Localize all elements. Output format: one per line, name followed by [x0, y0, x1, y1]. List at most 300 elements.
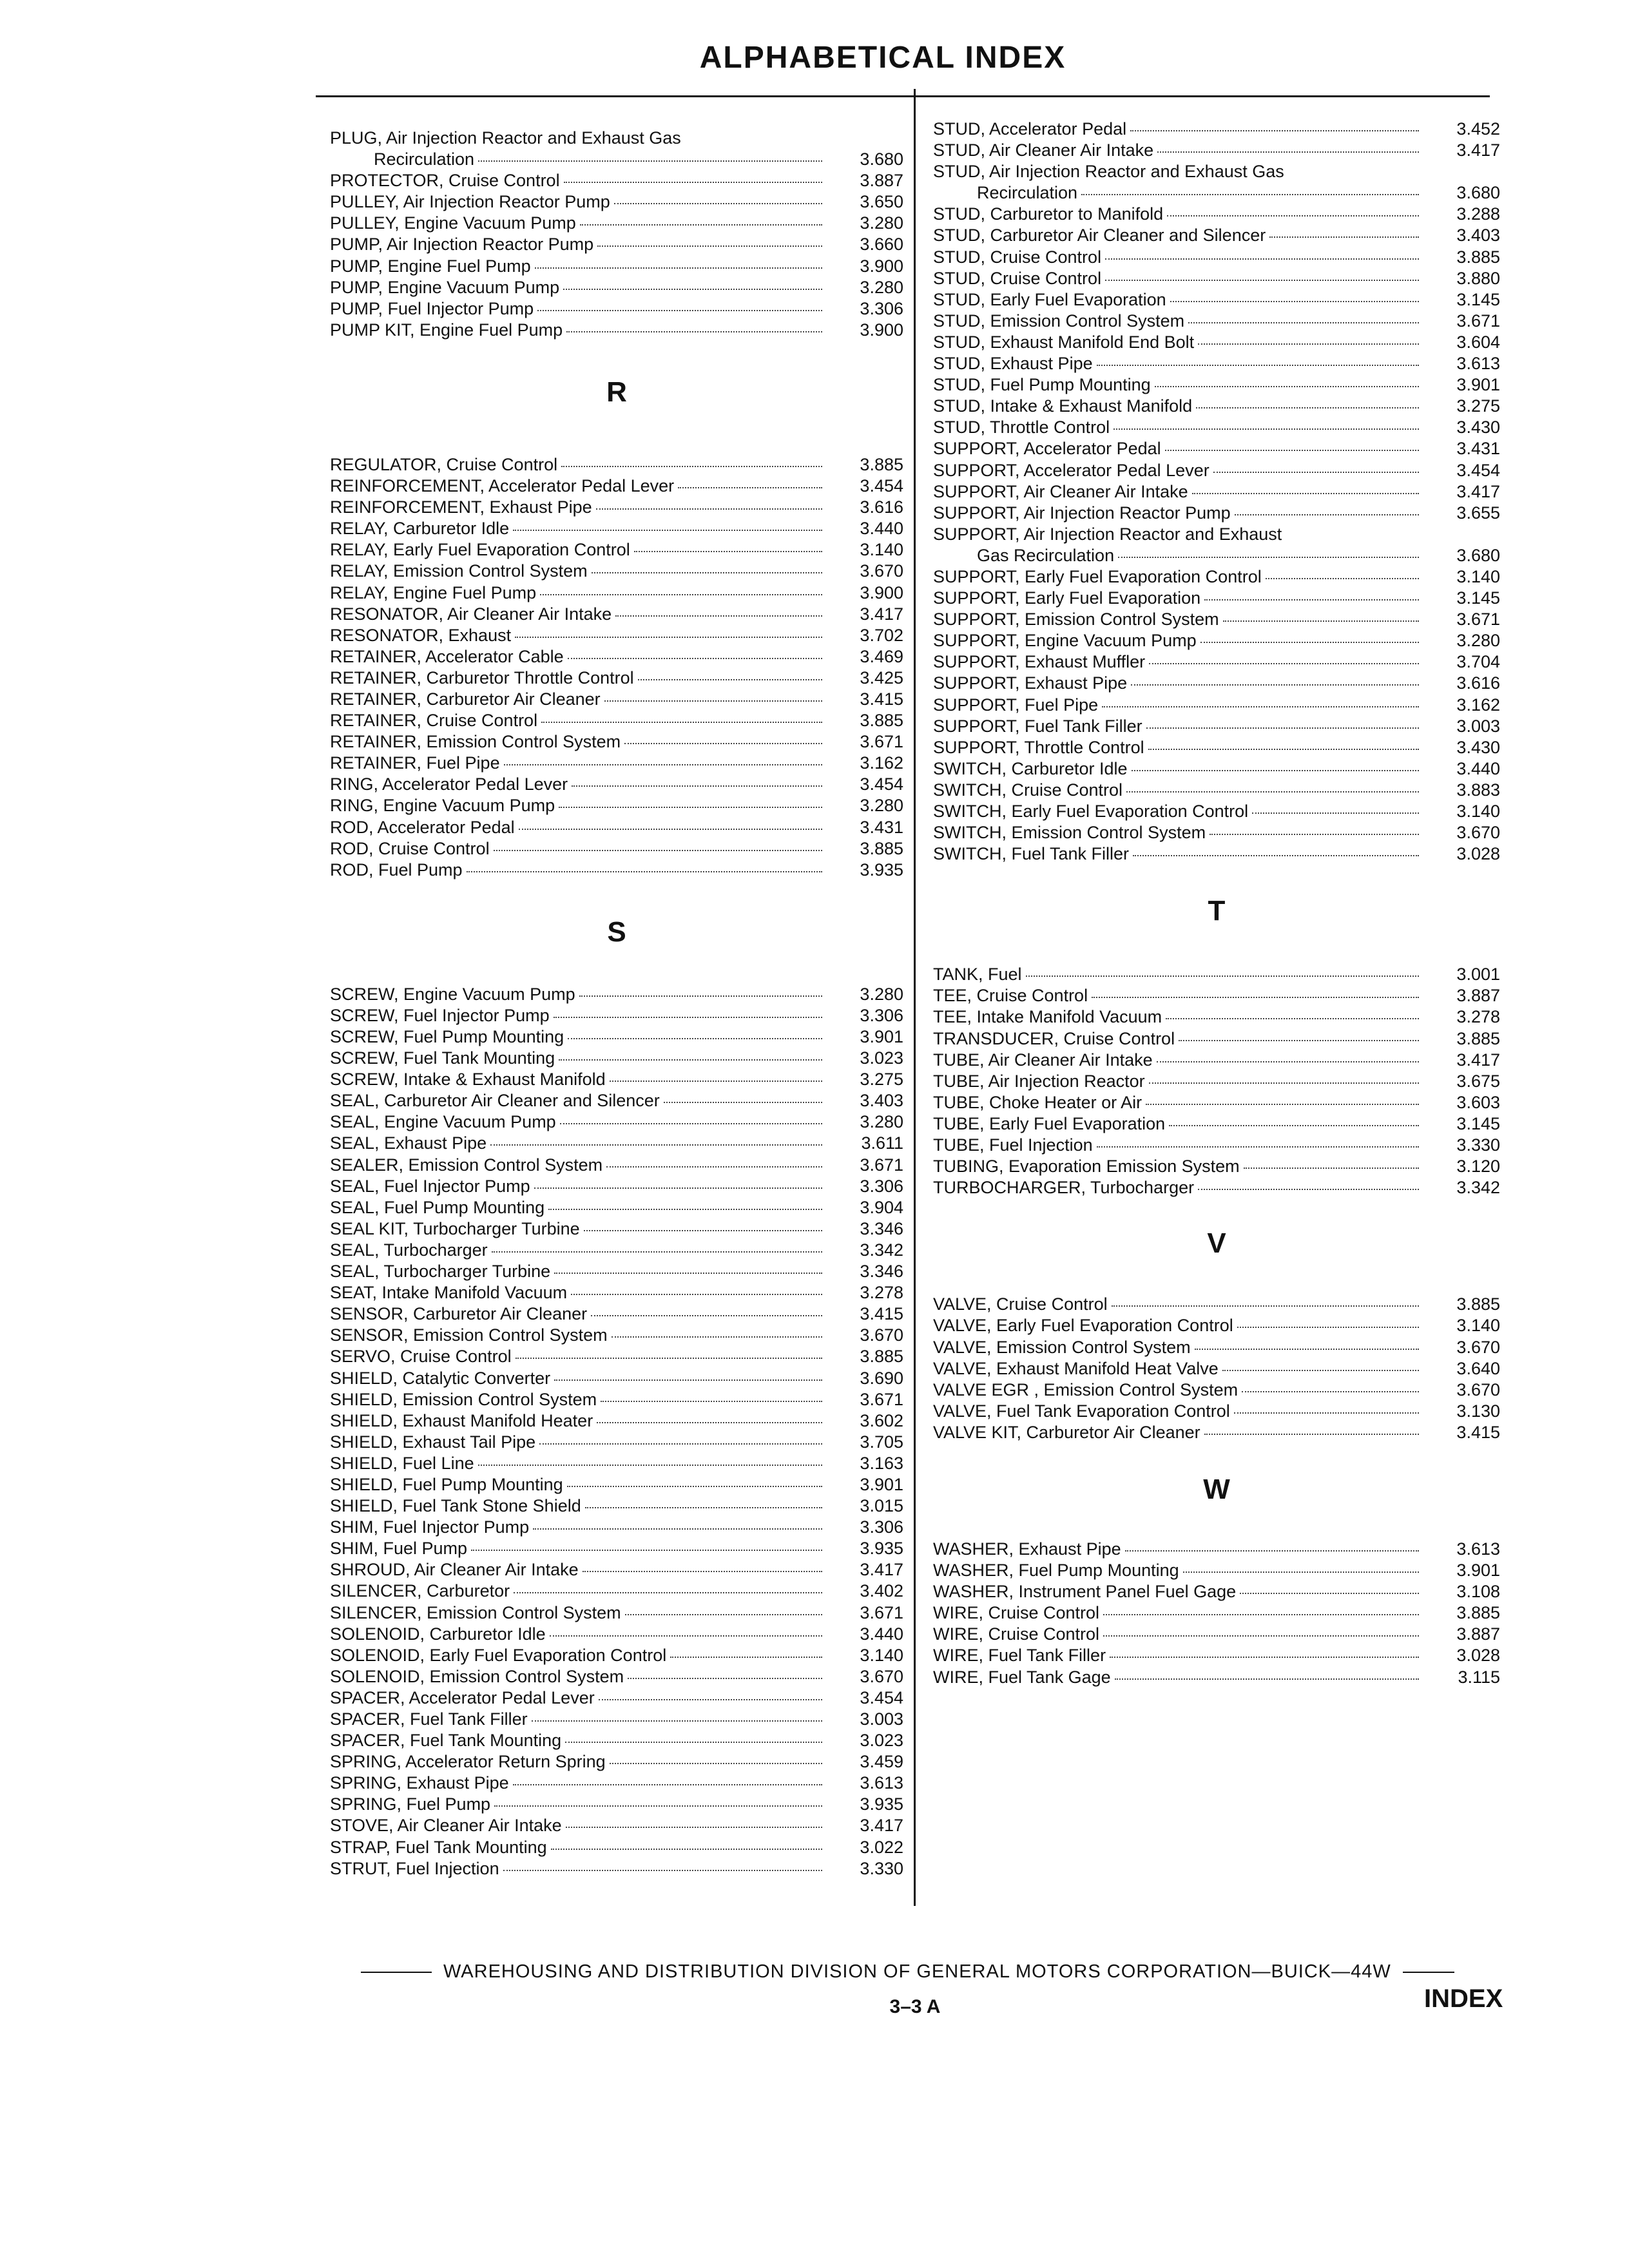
dot-leader — [478, 1465, 822, 1466]
dot-leader — [592, 572, 822, 573]
entry-page-ref: 3.469 — [860, 646, 903, 666]
index-entry — [933, 268, 1500, 289]
section-letter-s: S — [607, 916, 626, 948]
dot-leader — [1204, 599, 1419, 601]
dot-leader — [678, 487, 822, 488]
dot-leader — [1126, 791, 1419, 793]
index-entry — [933, 374, 1500, 396]
index-entry — [933, 1560, 1500, 1581]
index-entry — [933, 1624, 1500, 1645]
dot-leader — [1148, 749, 1419, 750]
index-entry — [933, 801, 1500, 822]
dot-leader — [624, 743, 822, 744]
dot-leader — [539, 1443, 822, 1445]
entry-name: SEALER, Emission Control System — [330, 1155, 603, 1175]
entry-page-ref: 3.003 — [860, 1709, 903, 1729]
entry-name: PULLEY, Air Injection Reactor Pump — [330, 192, 610, 212]
entry-page-ref: 3.885 — [1456, 1294, 1500, 1314]
dot-leader — [1196, 407, 1419, 408]
entry-page-ref: 3.613 — [1456, 354, 1500, 374]
dot-leader — [1198, 1189, 1419, 1190]
index-entry — [330, 561, 903, 582]
entry-name: TRANSDUCER, Cruise Control — [933, 1028, 1175, 1048]
index-entry — [933, 182, 1500, 204]
entry-page-ref: 3.028 — [1456, 844, 1500, 864]
entry-name: SEAT, Intake Manifold Vacuum — [330, 1283, 568, 1303]
entry-name: SCREW, Fuel Injector Pump — [330, 1005, 550, 1025]
dot-leader — [1105, 280, 1419, 281]
entry-name: SPACER, Fuel Tank Mounting — [330, 1731, 562, 1751]
entry-page-ref: 3.415 — [860, 1304, 903, 1324]
entry-page-ref: 3.900 — [860, 256, 903, 276]
entry-name: SUPPORT, Accelerator Pedal Lever — [933, 460, 1210, 480]
entry-name: SCREW, Intake & Exhaust Manifold — [330, 1070, 606, 1090]
entry-page-ref: 3.417 — [1456, 140, 1500, 160]
entry-page-ref: 3.671 — [860, 732, 903, 752]
dot-leader — [566, 1827, 822, 1828]
dot-leader — [1192, 493, 1419, 494]
dot-leader — [1237, 1327, 1419, 1328]
dot-leader — [554, 1017, 822, 1018]
entry-name: SUPPORT, Engine Vacuum Pump — [933, 631, 1197, 651]
entry-page-ref: 3.603 — [1456, 1092, 1500, 1112]
entry-name: RETAINER, Carburetor Throttle Control — [330, 668, 634, 687]
index-entry — [330, 213, 903, 234]
dot-leader — [604, 700, 822, 702]
entry-name: WASHER, Exhaust Pipe — [933, 1539, 1121, 1559]
dot-leader — [1195, 1349, 1419, 1350]
entry-page-ref: 3.440 — [1456, 758, 1500, 778]
dot-leader — [612, 1336, 822, 1338]
dot-leader — [1198, 343, 1419, 345]
index-entry — [330, 1111, 903, 1133]
index-column-left — [330, 128, 903, 1879]
index-entry — [933, 1602, 1500, 1624]
index-entry — [330, 1155, 903, 1176]
entry-name: STUD, Cruise Control — [933, 268, 1102, 288]
index-entry — [330, 128, 903, 149]
dot-leader — [513, 1784, 822, 1785]
dot-leader — [515, 637, 822, 638]
index-entry — [933, 630, 1500, 651]
dot-leader — [1103, 1614, 1419, 1615]
index-entry — [933, 1667, 1500, 1688]
dot-leader — [540, 594, 822, 595]
entry-page-ref: 3.417 — [1456, 1050, 1500, 1070]
dot-leader — [513, 530, 822, 531]
dot-leader — [638, 679, 822, 680]
dot-leader — [471, 1550, 822, 1551]
index-entry — [330, 710, 903, 731]
index-entry — [933, 524, 1500, 545]
entry-name: SEAL, Turbocharger — [330, 1240, 488, 1260]
dot-leader — [541, 722, 822, 723]
entry-page-ref: 3.275 — [860, 1070, 903, 1090]
entry-name: SUPPORT, Exhaust Muffler — [933, 652, 1146, 672]
index-entry — [330, 539, 903, 561]
dot-leader — [625, 1614, 822, 1615]
index-entry — [330, 1474, 903, 1495]
entry-page-ref: 3.660 — [860, 235, 903, 255]
dot-leader — [1170, 301, 1419, 302]
entry-page-ref: 3.880 — [1456, 268, 1500, 288]
index-entry — [330, 838, 903, 860]
entry-name: SWITCH, Fuel Tank Filler — [933, 844, 1130, 864]
index-entry — [330, 1517, 903, 1538]
entry-page-ref: 3.023 — [860, 1048, 903, 1068]
entry-name: RELAY, Carburetor Idle — [330, 519, 510, 539]
index-entry — [330, 668, 903, 689]
entry-page-ref: 3.900 — [860, 582, 903, 602]
entry-name: PULLEY, Engine Vacuum Pump — [330, 213, 576, 233]
footer-text: WAREHOUSING AND DISTRIBUTION DIVISION OF GENERAL MOTORS CORPORATION—BUICK—44W — [443, 1961, 1391, 1982]
dot-leader — [568, 1038, 822, 1039]
dot-leader — [1269, 236, 1419, 238]
entry-name: TANK, Fuel — [933, 965, 1022, 985]
entry-name: SPRING, Exhaust Pipe — [330, 1773, 509, 1793]
entry-page-ref: 3.306 — [860, 1176, 903, 1196]
entry-page-ref: 3.671 — [860, 1389, 903, 1409]
index-entry — [330, 689, 903, 710]
dot-leader — [597, 1422, 822, 1423]
entry-page-ref: 3.885 — [860, 711, 903, 731]
entry-name: SHIM, Fuel Injector Pump — [330, 1517, 530, 1537]
dot-leader — [596, 508, 822, 510]
entry-name: SENSOR, Carburetor Air Cleaner — [330, 1304, 588, 1324]
entry-name: Recirculation — [374, 149, 475, 169]
entry-name: RESONATOR, Air Cleaner Air Intake — [330, 604, 612, 624]
index-entry — [933, 204, 1500, 225]
entry-page-ref: 3.402 — [860, 1581, 903, 1601]
index-entry — [933, 1092, 1500, 1113]
entry-name: RELAY, Early Fuel Evaporation Control — [330, 540, 630, 560]
index-entry — [933, 503, 1500, 524]
entry-name: SEAL, Fuel Pump Mounting — [330, 1197, 545, 1217]
dot-leader — [1149, 1082, 1419, 1084]
entry-page-ref: 3.655 — [1456, 503, 1500, 523]
entry-page-ref: 3.901 — [860, 1474, 903, 1494]
dot-leader — [615, 615, 822, 617]
dot-leader — [533, 1528, 822, 1530]
dot-leader — [1240, 1593, 1419, 1594]
entry-page-ref: 3.887 — [1456, 986, 1500, 1006]
entry-page-ref: 3.280 — [860, 796, 903, 816]
entry-page-ref: 3.452 — [1456, 119, 1500, 139]
entry-name: SOLENOID, Carburetor Idle — [330, 1624, 546, 1644]
dot-leader — [571, 1294, 822, 1295]
entry-page-ref: 3.675 — [1456, 1071, 1500, 1091]
dot-leader — [1266, 578, 1419, 579]
dot-leader — [597, 245, 822, 247]
entry-page-ref: 3.163 — [860, 1453, 903, 1473]
entry-name: WASHER, Instrument Panel Fuel Gage — [933, 1582, 1237, 1602]
entry-name: STRUT, Fuel Injection — [330, 1858, 499, 1878]
entry-page-ref: 3.901 — [860, 1027, 903, 1046]
dot-leader — [1132, 770, 1419, 771]
entry-name: RING, Accelerator Pedal Lever — [330, 774, 568, 794]
dot-leader — [503, 1870, 822, 1871]
index-entry — [933, 225, 1500, 246]
entry-name: WIRE, Cruise Control — [933, 1603, 1100, 1623]
entry-name: SEAL, Turbocharger Turbine — [330, 1262, 551, 1282]
section-letter-v: V — [1207, 1227, 1226, 1260]
entry-name: RETAINER, Cruise Control — [330, 711, 538, 731]
index-entry — [330, 1538, 903, 1559]
index-group-s-continued — [933, 119, 1500, 865]
page-number: 3–3 A — [889, 1996, 941, 2017]
entry-name: SUPPORT, Early Fuel Evaporation Control — [933, 566, 1262, 586]
entry-page-ref: 3.417 — [860, 1816, 903, 1836]
dot-leader — [580, 224, 822, 226]
entry-name: SHIELD, Catalytic Converter — [330, 1368, 551, 1388]
entry-page-ref: 3.403 — [1456, 226, 1500, 245]
index-entry — [330, 1218, 903, 1240]
index-entry — [933, 822, 1500, 843]
dot-leader — [634, 551, 822, 552]
dot-leader — [1146, 727, 1419, 729]
index-entry — [933, 964, 1500, 985]
entry-name: SHIELD, Emission Control System — [330, 1389, 597, 1409]
entry-page-ref: 3.425 — [860, 668, 903, 687]
entry-page-ref: 3.670 — [860, 1325, 903, 1345]
section-letter-r: R — [606, 376, 627, 408]
entry-name: PUMP, Engine Vacuum Pump — [330, 277, 560, 297]
entry-page-ref: 3.306 — [860, 298, 903, 318]
index-entry — [933, 1156, 1500, 1177]
entry-page-ref: 3.640 — [1456, 1358, 1500, 1378]
index-entry — [933, 1401, 1500, 1422]
entry-page-ref: 3.306 — [860, 1005, 903, 1025]
entry-name: VALVE, Early Fuel Evaporation Control — [933, 1316, 1233, 1336]
index-entry — [330, 454, 903, 476]
index-entry — [330, 1069, 903, 1090]
dot-leader — [579, 995, 822, 997]
section-letter-t: T — [1208, 895, 1226, 927]
entry-name: WIRE, Fuel Tank Gage — [933, 1667, 1111, 1687]
entry-name: REINFORCEMENT, Accelerator Pedal Lever — [330, 476, 675, 496]
dot-leader — [494, 850, 822, 851]
index-entry — [933, 566, 1500, 588]
index-group-w — [933, 1539, 1500, 1688]
entry-name: SWITCH, Emission Control System — [933, 823, 1206, 843]
index-entry — [330, 320, 903, 341]
index-entry — [330, 1624, 903, 1645]
dot-leader — [1103, 1635, 1419, 1637]
entry-page-ref: 3.280 — [860, 984, 903, 1004]
entry-name: SPACER, Fuel Tank Filler — [330, 1709, 528, 1729]
entry-page-ref: 3.901 — [1456, 375, 1500, 395]
index-entry — [933, 1581, 1500, 1602]
entry-page-ref: 3.280 — [860, 277, 903, 297]
index-entry — [330, 1133, 903, 1154]
dot-leader — [1179, 1040, 1419, 1041]
entry-name: RELAY, Emission Control System — [330, 561, 588, 581]
entry-page-ref: 3.670 — [860, 1666, 903, 1686]
entry-page-ref: 3.611 — [861, 1133, 903, 1153]
entry-page-ref: 3.342 — [1456, 1178, 1500, 1198]
index-entry — [933, 161, 1500, 182]
entry-page-ref: 3.887 — [860, 171, 903, 191]
entry-name: TUBE, Air Cleaner Air Intake — [933, 1050, 1153, 1070]
index-entry — [933, 695, 1500, 716]
dot-leader — [584, 1230, 822, 1231]
entry-name: SUPPORT, Emission Control System — [933, 610, 1219, 629]
entry-name: VALVE KIT, Carburetor Air Cleaner — [933, 1422, 1200, 1442]
entry-page-ref: 3.904 — [860, 1197, 903, 1217]
dot-leader — [1110, 1657, 1419, 1658]
entry-page-ref: 3.108 — [1456, 1582, 1500, 1602]
dot-leader — [532, 1720, 822, 1722]
index-entry — [933, 417, 1500, 438]
entry-page-ref: 3.130 — [1456, 1401, 1500, 1421]
dot-leader — [1130, 130, 1419, 131]
entry-name: SUPPORT, Fuel Pipe — [933, 695, 1099, 715]
dot-leader — [610, 1763, 822, 1764]
entry-name: RETAINER, Fuel Pipe — [330, 753, 500, 773]
entry-name: SHIELD, Fuel Tank Stone Shield — [330, 1496, 581, 1516]
dot-leader — [535, 267, 822, 269]
dot-leader — [1166, 1018, 1419, 1019]
index-group-v — [933, 1294, 1500, 1443]
entry-name: TEE, Intake Manifold Vacuum — [933, 1007, 1162, 1027]
entry-name: STUD, Exhaust Manifold End Bolt — [933, 332, 1195, 352]
entry-page-ref: 3.003 — [1456, 716, 1500, 736]
dot-leader — [1105, 258, 1419, 260]
dot-leader — [1167, 215, 1419, 216]
entry-page-ref: 3.604 — [1456, 332, 1500, 352]
index-entry — [330, 1410, 903, 1432]
entry-name: SUPPORT, Early Fuel Evaporation — [933, 588, 1201, 608]
entry-name: SILENCER, Carburetor — [330, 1581, 510, 1601]
entry-page-ref: 3.887 — [1456, 1624, 1500, 1644]
footer-dash-right — [1403, 1972, 1454, 1973]
section-letter-w: W — [1203, 1473, 1230, 1505]
entry-page-ref: 3.670 — [1456, 1379, 1500, 1399]
index-entry — [330, 1581, 903, 1602]
dot-leader — [1026, 975, 1419, 977]
entry-page-ref: 3.278 — [1456, 1007, 1500, 1027]
entry-name: STUD, Carburetor Air Cleaner and Silencer — [933, 226, 1266, 245]
index-entry — [330, 170, 903, 191]
entry-page-ref: 3.162 — [860, 753, 903, 773]
entry-name: TUBE, Early Fuel Evaporation — [933, 1113, 1166, 1133]
entry-page-ref: 3.342 — [860, 1240, 903, 1260]
index-entry — [330, 1837, 903, 1858]
index-entry — [330, 860, 903, 881]
index-entry — [330, 1048, 903, 1069]
entry-name: SWITCH, Carburetor Idle — [933, 758, 1128, 778]
index-entry — [933, 481, 1500, 503]
entry-page-ref: 3.140 — [860, 1645, 903, 1665]
entry-page-ref: 3.935 — [860, 860, 903, 879]
dot-leader — [606, 1166, 822, 1168]
index-entry — [933, 1113, 1500, 1135]
index-entry — [933, 609, 1500, 630]
entry-page-ref: 3.162 — [1456, 695, 1500, 715]
entry-page-ref: 3.885 — [860, 454, 903, 474]
entry-name: RELAY, Engine Fuel Pump — [330, 582, 537, 602]
entry-page-ref: 3.440 — [860, 519, 903, 539]
dot-leader — [537, 310, 822, 311]
entry-name: TUBE, Fuel Injection — [933, 1135, 1093, 1155]
index-entry — [330, 582, 903, 604]
entry-page-ref: 3.288 — [1456, 204, 1500, 224]
entry-page-ref: 3.454 — [860, 476, 903, 496]
entry-name: SEAL, Exhaust Pipe — [330, 1133, 487, 1153]
index-entry — [330, 256, 903, 277]
entry-page-ref: 3.885 — [1456, 247, 1500, 267]
index-entry — [330, 1026, 903, 1048]
index-entry — [933, 737, 1500, 758]
index-entry — [330, 625, 903, 646]
dot-leader — [628, 1678, 822, 1679]
index-entry — [330, 1432, 903, 1453]
index-entry — [330, 476, 903, 497]
dot-leader — [563, 289, 822, 290]
entry-page-ref: 3.935 — [860, 1539, 903, 1559]
index-entry — [933, 716, 1500, 737]
entry-page-ref: 3.602 — [860, 1410, 903, 1430]
entry-name: STUD, Air Cleaner Air Intake — [933, 140, 1154, 160]
index-entry — [330, 1730, 903, 1751]
dot-leader — [1242, 1391, 1419, 1392]
index-entry — [330, 774, 903, 795]
index-entry — [330, 234, 903, 255]
entry-name: REGULATOR, Cruise Control — [330, 454, 558, 474]
entry-name: SCREW, Fuel Pump Mounting — [330, 1027, 564, 1046]
entry-name: SUPPORT, Air Injection Reactor Pump — [933, 503, 1231, 523]
index-group-t — [933, 964, 1500, 1198]
index-group-r — [330, 454, 903, 881]
index-entry — [933, 985, 1500, 1006]
entry-page-ref: 3.885 — [860, 1347, 903, 1367]
index-entry — [330, 298, 903, 320]
entry-name: SWITCH, Cruise Control — [933, 780, 1123, 800]
index-entry — [330, 149, 903, 170]
entry-name: STRAP, Fuel Tank Mounting — [330, 1837, 547, 1857]
entry-page-ref: 3.145 — [1456, 1113, 1500, 1133]
entry-name: PROTECTOR, Cruise Control — [330, 171, 560, 191]
entry-name: ROD, Cruise Control — [330, 838, 490, 858]
entry-name: SUPPORT, Throttle Control — [933, 737, 1144, 757]
entry-name: STUD, Early Fuel Evaporation — [933, 289, 1166, 309]
entry-name: SUPPORT, Air Injection Reactor and Exhaust — [933, 524, 1282, 544]
entry-page-ref: 3.459 — [860, 1752, 903, 1772]
dot-leader — [599, 1699, 822, 1700]
index-entry — [933, 1337, 1500, 1358]
index-entry — [330, 1666, 903, 1687]
dot-leader — [559, 807, 822, 808]
entry-name: TEE, Cruise Control — [933, 986, 1088, 1006]
dot-leader — [1113, 428, 1419, 430]
entry-name: SWITCH, Early Fuel Evaporation Control — [933, 802, 1249, 821]
index-entry — [330, 1240, 903, 1261]
dot-leader — [585, 1507, 822, 1508]
entry-page-ref: 3.280 — [1456, 631, 1500, 651]
entry-page-ref: 3.883 — [1456, 780, 1500, 800]
entry-page-ref: 3.454 — [1456, 460, 1500, 480]
entry-name: SILENCER, Emission Control System — [330, 1602, 621, 1622]
index-entry — [330, 1090, 903, 1111]
dot-leader — [591, 1315, 822, 1316]
dot-leader — [1169, 1125, 1419, 1126]
index-entry — [933, 651, 1500, 673]
dot-leader — [572, 785, 822, 787]
index-entry — [330, 1645, 903, 1666]
index-entry — [330, 277, 903, 298]
dot-leader — [670, 1657, 822, 1658]
entry-name: RETAINER, Emission Control System — [330, 732, 621, 752]
